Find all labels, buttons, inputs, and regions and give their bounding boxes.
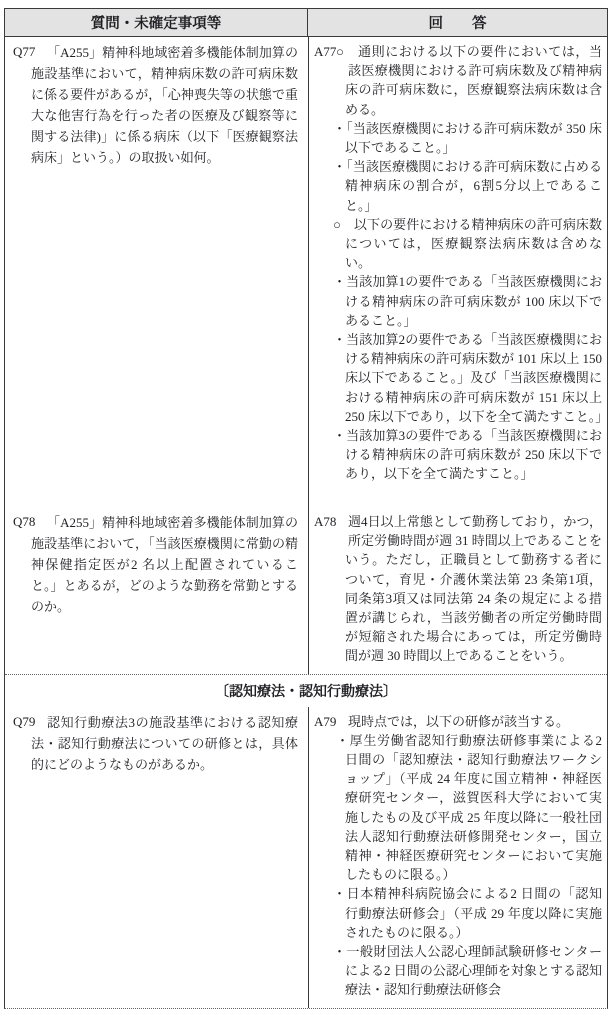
answer-number: A78 xyxy=(314,514,337,529)
question-text: 「A255」精神科地域密着多機能体制加算の施設基準において，「当該医療機関に常勤の精神保健指定医が2 名以上配置されていること。」とあるが，どのような勤務を常勤とするのか。 xyxy=(31,515,298,614)
answer-number: A79 xyxy=(314,713,337,729)
answer-body xyxy=(314,42,609,484)
qa-row-q77 xyxy=(5,37,607,507)
answer-column-header: 回 答 xyxy=(428,16,487,32)
answer-item: ・厚生労働省認知行動療法研修事業による2 日間の「認知療法・認知行動療法ワークショップ」（平成 24 年度に国立精神・神経医療研究センター，滋賀医科大学において実施したもの及び平成 25 年度以降に一般社団法人認知行動療法研修開発センター，国立精神・神経医療研究センターにおいて実施したものに限る。） xyxy=(336,732,602,883)
question-text: 「A255」精神科地域密着多機能体制加算の施設基準において，精神病床数の許可病床数に係る要件があるが，「心神喪失等の状態で重大な他害行為を行った者の医療及び観察等に関する法律)」に係る病床（以下「医療観察法病床」という。）の取扱い如何。 xyxy=(31,45,298,165)
question-column-header: 質問・未確定事項等 xyxy=(5,9,308,36)
question-number: Q79 xyxy=(13,713,36,729)
answer-cell-a77 xyxy=(308,37,607,507)
qa-row-q79 xyxy=(5,707,607,1008)
answer-cell-a78 xyxy=(308,507,607,674)
answer-item: ・当該加算3の要件である「当該医療機関における精神病床の許可病床数が 250 床以下であり，以下を全て満たすこと。」 xyxy=(333,428,602,482)
question-cell-q77 xyxy=(5,37,308,507)
question-number: Q78 xyxy=(13,514,36,529)
answer-item: ・一般財団法人公認心理師試験研修センターによる2 日間の公認心理師を対象とする認知療法・認知行動療法研修会 xyxy=(333,944,602,998)
section-heading-cognitive-therapy: 〔認知療法・認知行動療法〕 xyxy=(5,674,607,707)
table-header-row xyxy=(5,9,607,37)
answer-item: ・「当該医療機関における許可病床数に占める精神病床の割合が，6割5分以上であること。」 xyxy=(333,159,602,213)
answer-item: ○ 通則における以下の要件においては，当該医療機関における許可病床数及び精神病床の許可病床数に，医療観察法病床数は含める。 xyxy=(336,44,602,117)
qa-section-facility-standards xyxy=(5,37,607,674)
qa-section-cognitive-therapy xyxy=(5,707,607,1008)
answer-item: ・当該加算1の要件である「当該医療機関における精神病床の許可病床数が 100 床以下であること。」 xyxy=(333,274,602,328)
question-cell-q78 xyxy=(5,507,308,674)
question-text: 認知行動療法3の施設基準における認知療法・認知行動療法についての研修とは，具体的にどのようなものがあるか。 xyxy=(31,714,298,772)
answer-item: ・当該加算2の要件である「当該医療機関における精神病床の許可病床数が 101 床以上 150 床以下であること。」及び「当該医療機関における精神病床の許可病床数が 151 床以上 250 床以下であり，以下を全て満たすこと。」 xyxy=(333,332,609,424)
answer-item: 現時点では，以下の研修が該当する。 xyxy=(348,713,570,729)
question-number: Q77 xyxy=(13,44,36,59)
qa-table xyxy=(4,8,608,1009)
answer-cell-a79 xyxy=(308,707,607,1008)
answer-item: ・「当該医療機関における許可病床数が 350 床以下であること。」 xyxy=(333,120,602,156)
qa-row-q78 xyxy=(5,507,607,674)
answer-body xyxy=(314,712,602,1000)
answer-item: ・日本精神科病院協会による2 日間の「認知行動療法研修会」（平成 29 年度以降に実施されたものに限る。） xyxy=(333,886,602,940)
answer-item: ○ 以下の要件における精神病床の許可病床数については，医療観察法病床数は含めない。 xyxy=(333,216,602,271)
answer-body xyxy=(314,512,602,666)
question-cell-q79 xyxy=(5,707,308,1008)
answer-number: A77 xyxy=(314,44,337,59)
answer-item: 週4日以上常態として勤務しており，かつ，所定労働時間が週 31 時間以上であることをいう。ただし，正職員として勤務する者について，育児・介護休業法第 23 条第1項，同条第3項又は同法第 24 条の規定による措置が講じられ，当該労働者の所定労働時間が短縮された場合にあっては，所定労働時間が週 30 時間以上であることをいう。 xyxy=(345,514,602,664)
